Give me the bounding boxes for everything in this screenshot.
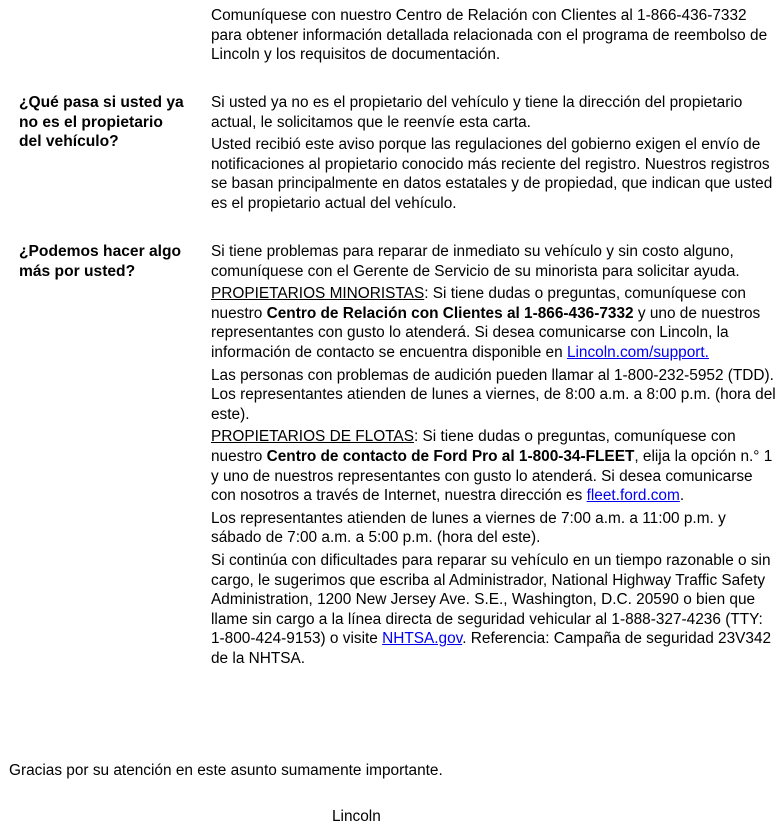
lincoln-support-link[interactable]: Lincoln.com/support.	[566, 343, 709, 361]
not-owner-paragraph-2: Usted recibió este aviso porque las regulaciones del gobierno exigen el envío de notificaciones al propietario conocido más reciente del registro. Nuestros registros se basan principalmente en datos estatales y de propiedad, que indican que usted es el propietario actual del vehículo.	[211, 136, 773, 212]
help-answer	[211, 242, 779, 668]
not-owner-answer	[211, 93, 779, 214]
nhtsa-paragraph: Si continúa con dificultades para reparar su vehículo en un tiempo razonable o sin cargo, le sugerimos que escriba al Administrador, National Highway Traffic Safety Administration, 1200 New Jersey Ave. S.E., Washington, D.C. 20590 o bien que llame sin cargo a la línea directa de seguridad vehicular al 1-888-327-4236 (TTY: 1-800-424-9153) o visite NHTSA.gov. Referencia: Campaña de seguridad 23V342 de la NHTSA.	[211, 551, 772, 667]
nhtsa-link[interactable]: NHTSA.gov	[382, 630, 463, 648]
fleet-owners-heading: PROPIETARIOS DE FLOTAS	[211, 428, 414, 446]
intro-block	[211, 6, 779, 65]
fleet-owners-paragraph: PROPIETARIOS DE FLOTAS: Si tiene dudas o preguntas, comuníquese con nuestro Centro de contacto de Ford Pro al 1-800-34-FLEET, elija la opción n.° 1 y uno de nuestros representantes con gusto lo atenderá. Si desea comunicarse con nosotros a través de Internet, nuestra dirección es fleet.ford.com.	[211, 428, 773, 505]
help-paragraph-1: Si tiene problemas para reparar de inmediato su vehículo y sin costo alguno, comuníquese con el Gerente de Servicio de su minorista para solicitar ayuda.	[211, 243, 740, 280]
ford-pro-phone: Centro de contacto de Ford Pro al 1-800-34-FLEET	[266, 447, 635, 465]
retail-owners-paragraph: PROPIETARIOS MINORISTAS: Si tiene dudas o preguntas, comuníquese con nuestro Centro de Relación con Clientes al 1-866-436-7332 y uno de nuestros representantes con gusto lo atenderá. Si desea comunicarse con Lincoln, la información de contacto se encuentra disponible en Lincoln.com/support.	[211, 285, 761, 361]
hearing-paragraph: Las personas con problemas de audición pueden llamar al 1-800-232-5952 (TDD). Los representantes atienden de lunes a viernes, de 8:00 a.m. a 8:00 p.m. (hora del este).	[211, 366, 776, 423]
not-owner-paragraph-1: Si usted ya no es el propietario del vehículo y tiene la dirección del propietario actual, le solicitamos que le reenvíe esta carta.	[211, 94, 743, 131]
fleet-ford-link[interactable]: fleet.ford.com	[586, 487, 680, 505]
customer-relations-phone: Centro de Relación con Clientes al 1-866-436-7332	[266, 304, 634, 322]
intro-paragraph: Comuníquese con nuestro Centro de Relación con Clientes al 1-866-436-7332 para obtener información detallada relacionada con el programa de reembolso de Lincoln y los requisitos de documentación.	[211, 7, 768, 64]
hours-paragraph: Los representantes atienden de lunes a viernes de 7:00 a.m. a 11:00 p.m. y sábado de 7:00 a.m. a 5:00 p.m. (hora del este).	[211, 509, 726, 547]
question-help: ¿Podemos hacer algo más por usted?	[19, 243, 182, 280]
closing-thanks: Gracias por su atención en este asunto sumamente importante.	[9, 762, 443, 779]
retail-owners-heading: PROPIETARIOS MINORISTAS	[211, 285, 425, 303]
signature: Lincoln	[332, 808, 381, 825]
question-not-owner: ¿Qué pasa si usted ya no es el propietario del vehículo?	[19, 94, 184, 151]
